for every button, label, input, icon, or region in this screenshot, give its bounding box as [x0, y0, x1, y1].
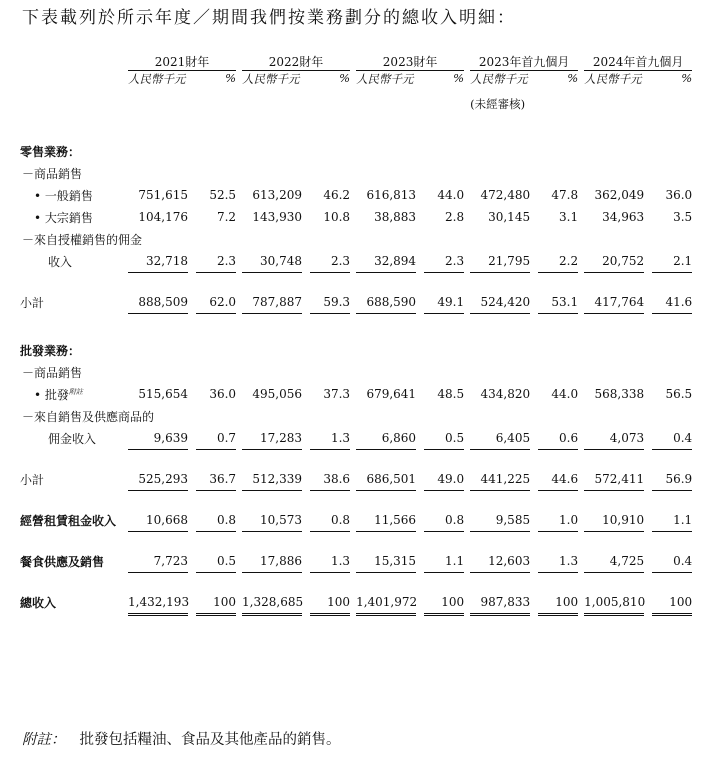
unit-pct: %: [567, 71, 579, 85]
period-header: 2023年首九個月: [470, 48, 578, 71]
unit-pct: %: [225, 71, 237, 85]
section-wholesale: [20, 339, 692, 361]
footnote: [22, 728, 341, 749]
amount-cell: 524,420: [470, 291, 530, 314]
row-general-sales: [20, 184, 692, 206]
percent-cell: 0.6: [538, 427, 578, 450]
percent-cell: 2.3: [424, 250, 464, 273]
percent-cell: 10.8: [323, 210, 351, 224]
percent-cell: 1.1: [652, 509, 692, 532]
amount-cell: 21,795: [470, 250, 530, 273]
section-retail: [20, 140, 692, 162]
intro-text: 下表載列於所示年度／期間我們按業務劃分的總收入明細：: [22, 8, 516, 28]
unit-pct: %: [453, 71, 465, 85]
amount-cell: 7,723: [128, 550, 188, 573]
percent-cell: 0.8: [196, 509, 236, 532]
percent-cell: 62.0: [196, 291, 236, 314]
percent-cell: 1.3: [310, 550, 350, 573]
unaudited-row: [20, 93, 692, 115]
amount-cell: 4,725: [584, 550, 644, 573]
amount-cell: 495,056: [252, 387, 303, 401]
row-wholesale-subtotal: [20, 468, 692, 491]
percent-cell: 41.6: [652, 291, 692, 314]
unaudited-note: (未經審核): [470, 97, 526, 111]
amount-cell: 104,176: [138, 210, 188, 224]
row-label: －商品銷售: [22, 166, 83, 181]
row-label: －來自授權銷售的佣金: [22, 232, 143, 247]
percent-cell: 1.0: [538, 509, 578, 532]
percent-cell: 2.3: [196, 250, 236, 273]
amount-cell: 15,315: [356, 550, 416, 573]
amount-cell: 434,820: [480, 387, 531, 401]
percent-cell: 0.4: [652, 427, 692, 450]
period-header-row: [20, 48, 692, 71]
unit-amount: 人民幣千元: [356, 72, 414, 86]
amount-cell: 34,963: [602, 210, 645, 224]
amount-cell: 572,411: [584, 468, 644, 491]
row-bulk-sales: [20, 206, 692, 228]
row-label: • 一般銷售: [34, 188, 93, 203]
amount-cell: 9,585: [470, 509, 530, 532]
percent-cell: 100: [652, 591, 692, 615]
row-wholesale-goods: [20, 361, 692, 383]
percent-cell: 59.3: [310, 291, 350, 314]
row-supplier-a: [20, 405, 692, 427]
percent-cell: 100: [310, 591, 350, 615]
row-supplier-income: [20, 427, 692, 450]
amount-cell: 686,501: [356, 468, 416, 491]
period-header: 2021財年: [128, 48, 236, 71]
row-commission-a: [20, 228, 692, 250]
footnote-label: 附註：: [22, 732, 66, 748]
percent-cell: 44.0: [551, 387, 579, 401]
row-commission-income: [20, 250, 692, 273]
amount-cell: 11,566: [356, 509, 416, 532]
amount-cell: 1,005,810: [584, 591, 644, 615]
percent-cell: 0.8: [424, 509, 464, 532]
amount-cell: 32,718: [128, 250, 188, 273]
row-label: • 批發$^{附註}$: [34, 387, 83, 402]
amount-cell: 143,930: [252, 210, 303, 224]
revenue-breakdown-table: [20, 48, 692, 616]
percent-cell: 36.0: [665, 188, 693, 202]
row-catering: [20, 550, 692, 573]
amount-cell: 472,480: [480, 188, 531, 202]
section-title: 批發業務：: [20, 343, 81, 358]
amount-cell: 362,049: [594, 188, 645, 202]
amount-cell: 512,339: [242, 468, 302, 491]
percent-cell: 2.2: [538, 250, 578, 273]
row-label: 餐食供應及銷售: [20, 554, 105, 569]
amount-cell: 12,603: [470, 550, 530, 573]
percent-cell: 49.1: [424, 291, 464, 314]
unit-amount: 人民幣千元: [470, 72, 528, 86]
amount-cell: 4,073: [584, 427, 644, 450]
row-label: 小計: [20, 472, 45, 487]
row-label: －來自銷售及供應商品的: [22, 409, 155, 424]
amount-cell: 417,764: [584, 291, 644, 314]
percent-cell: 56.9: [652, 468, 692, 491]
row-label: 經營租賃租金收入: [20, 513, 117, 528]
amount-cell: 30,748: [242, 250, 302, 273]
amount-cell: 688,590: [356, 291, 416, 314]
amount-cell: 30,145: [488, 210, 531, 224]
percent-cell: 2.1: [652, 250, 692, 273]
period-header: 2024年首九個月: [584, 48, 692, 71]
percent-cell: 37.3: [323, 387, 351, 401]
percent-cell: 46.2: [323, 188, 351, 202]
amount-cell: 568,338: [594, 387, 645, 401]
row-label: 佣金收入: [48, 431, 97, 446]
percent-cell: 100: [424, 591, 464, 615]
section-title: 零售業務：: [20, 144, 81, 159]
row-leasing: [20, 509, 692, 532]
percent-cell: 2.8: [445, 210, 465, 224]
amount-cell: 987,833: [470, 591, 530, 615]
percent-cell: 0.7: [196, 427, 236, 450]
percent-cell: 44.6: [538, 468, 578, 491]
amount-cell: 515,654: [138, 387, 188, 401]
amount-cell: 1,432,193: [128, 591, 188, 615]
amount-cell: 1,401,972: [356, 591, 416, 615]
period-header: 2022財年: [242, 48, 350, 71]
percent-cell: 100: [196, 591, 236, 615]
footnote-text: 批發包括糧油、食品及其他產品的銷售。: [79, 732, 341, 748]
amount-cell: 9,639: [128, 427, 188, 450]
unit-amount: 人民幣千元: [584, 72, 642, 86]
amount-cell: 20,752: [584, 250, 644, 273]
percent-cell: 56.5: [665, 387, 693, 401]
percent-cell: 0.5: [424, 427, 464, 450]
amount-cell: 525,293: [128, 468, 188, 491]
percent-cell: 48.5: [437, 387, 465, 401]
amount-cell: 616,813: [366, 188, 417, 202]
amount-cell: 10,668: [128, 509, 188, 532]
row-label: －商品銷售: [22, 365, 83, 380]
percent-cell: 36.7: [196, 468, 236, 491]
row-total: [20, 591, 692, 615]
amount-cell: 679,641: [366, 387, 417, 401]
amount-cell: 1,328,685: [242, 591, 302, 615]
period-header: 2023財年: [356, 48, 464, 71]
percent-cell: 1.3: [310, 427, 350, 450]
percent-cell: 3.5: [673, 210, 693, 224]
amount-cell: 17,283: [242, 427, 302, 450]
amount-cell: 10,573: [242, 509, 302, 532]
amount-cell: 38,883: [374, 210, 417, 224]
unit-header-row: [20, 71, 692, 94]
row-wholesale-sales: [20, 383, 692, 405]
percent-cell: 44.0: [437, 188, 465, 202]
percent-cell: 52.5: [209, 188, 237, 202]
row-retail-subtotal: [20, 291, 692, 314]
amount-cell: 613,209: [252, 188, 303, 202]
percent-cell: 53.1: [538, 291, 578, 314]
percent-cell: 0.4: [652, 550, 692, 573]
percent-cell: 7.2: [216, 210, 237, 224]
amount-cell: 32,894: [356, 250, 416, 273]
amount-cell: 888,509: [128, 291, 188, 314]
percent-cell: 36.0: [209, 387, 237, 401]
percent-cell: 0.8: [310, 509, 350, 532]
percent-cell: 1.1: [424, 550, 464, 573]
amount-cell: 787,887: [242, 291, 302, 314]
amount-cell: 10,910: [584, 509, 644, 532]
row-label: 總收入: [20, 596, 57, 611]
percent-cell: 38.6: [310, 468, 350, 491]
row-label: 收入: [48, 254, 73, 269]
percent-cell: 100: [538, 591, 578, 615]
amount-cell: 17,886: [242, 550, 302, 573]
unit-amount: 人民幣千元: [242, 72, 300, 86]
percent-cell: 1.3: [538, 550, 578, 573]
amount-cell: 6,405: [470, 427, 530, 450]
percent-cell: 0.5: [196, 550, 236, 573]
row-label: 小計: [20, 295, 45, 310]
amount-cell: 6,860: [356, 427, 416, 450]
unit-pct: %: [339, 71, 351, 85]
percent-cell: 49.0: [424, 468, 464, 491]
unit-pct: %: [681, 71, 693, 85]
percent-cell: 2.3: [310, 250, 350, 273]
percent-cell: 47.8: [551, 188, 579, 202]
amount-cell: 441,225: [470, 468, 530, 491]
amount-cell: 751,615: [138, 188, 188, 202]
unit-amount: 人民幣千元: [128, 72, 186, 86]
row-label: • 大宗銷售: [34, 210, 93, 225]
row-retail-goods: [20, 162, 692, 184]
percent-cell: 3.1: [559, 210, 579, 224]
footnote-marker: 附註: [68, 387, 83, 396]
